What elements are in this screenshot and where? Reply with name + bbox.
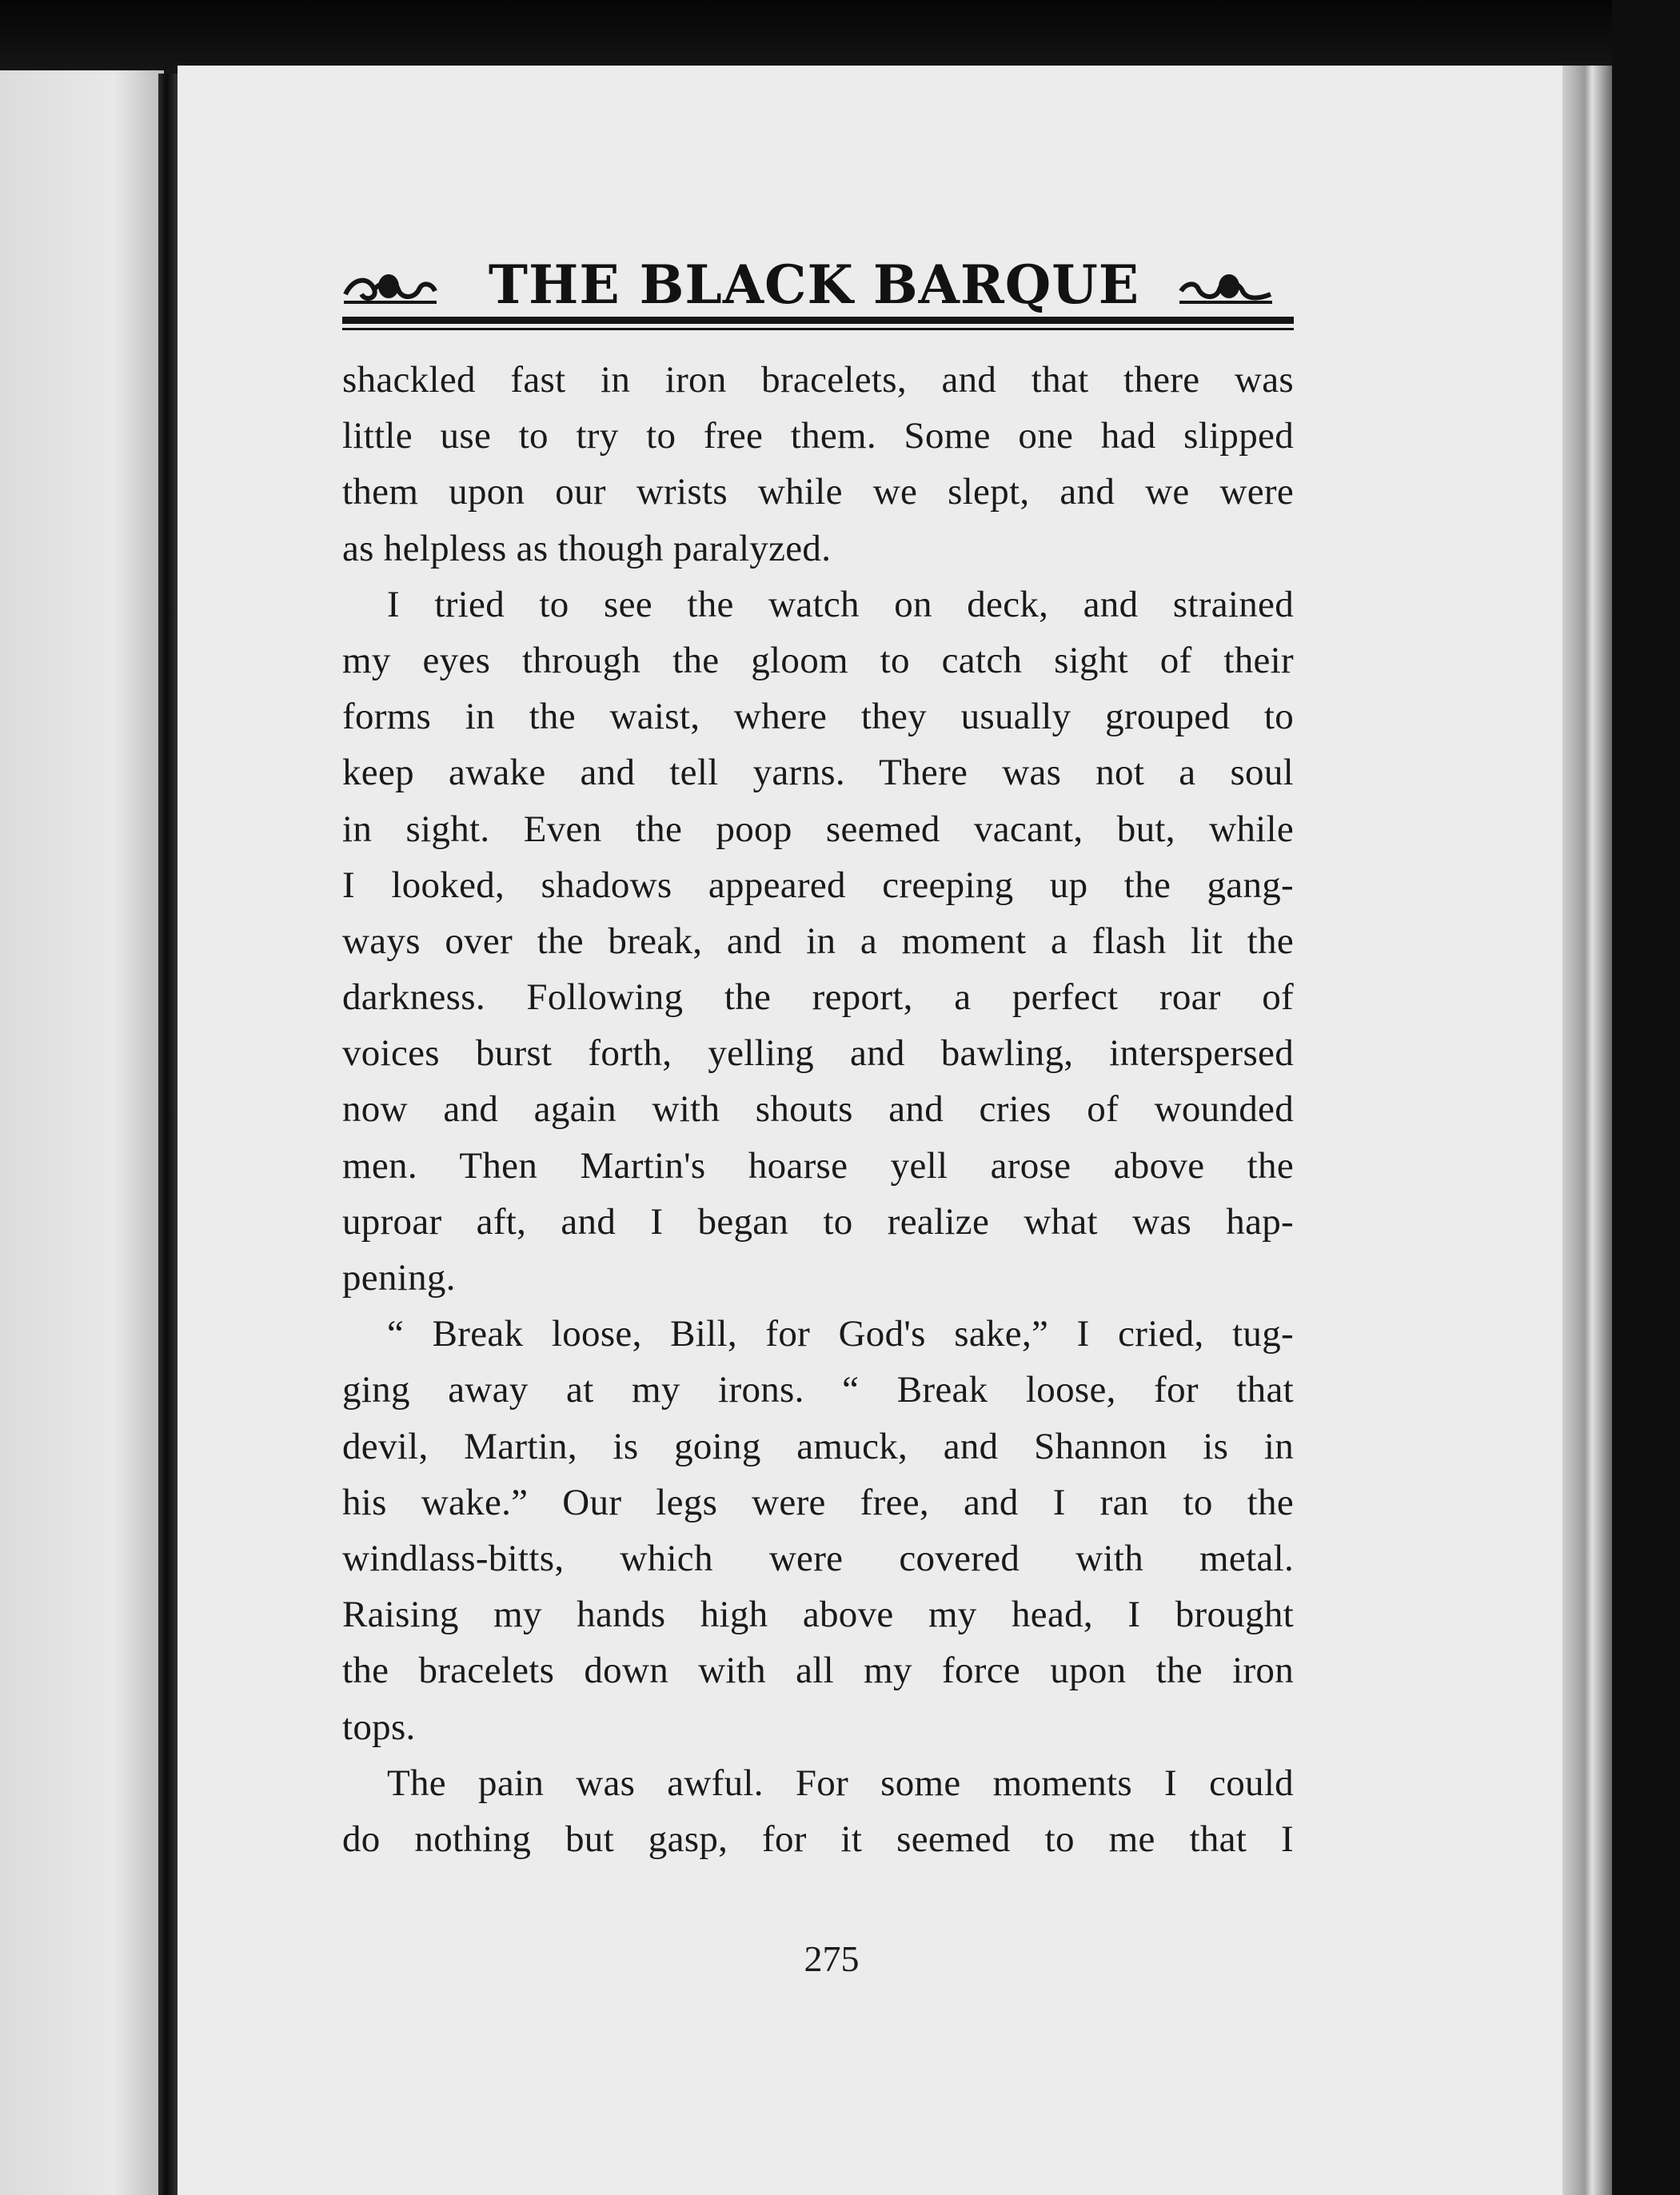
facing-page-edge [0,70,164,2195]
text-line: The pain was awful. For some moments I could [387,1762,1294,1804]
text-line: I looked, shadows appeared creeping up the gang- [342,864,1294,906]
text-line: keep awake and tell yarns. There was not a soul [342,752,1294,794]
text-line: my eyes through the gloom to catch sight of their [342,639,1294,681]
page-number: 275 [804,1938,860,1979]
running-title: THE BLACK BARQUE [488,253,1140,316]
text-line: tops. [342,1706,416,1748]
text-line: devil, Martin, is going amuck, and Shannon is in [342,1425,1294,1467]
text-line: men. Then Martin's hoarse yell arose above the [342,1144,1294,1187]
text-line: little use to try to free them. Some one had slipped [342,415,1294,457]
text-line: darkness. Following the report, a perfect roar of [342,976,1294,1019]
text-line: do nothing but gasp, for it seemed to me that I [342,1818,1294,1860]
text-line: I tried to see the watch on deck, and strained [387,583,1294,625]
header-rule-thin [342,328,1294,330]
text-line: now and again with shouts and cries of wounded [342,1088,1294,1131]
header-rule-thick [342,317,1294,324]
text-line: “ Break loose, Bill, for God's sake,” I cried, tug- [387,1313,1294,1355]
text-line: them upon our wrists while we slept, and we were [342,471,1294,513]
body-text [342,352,1294,1867]
scroll-ornament-right-icon [1178,262,1274,310]
text-line: the bracelets down with all my force upon the iron [342,1650,1294,1692]
scroll-ornament-left-icon [342,262,438,310]
text-line: as helpless as though paralyzed. [342,527,832,569]
book-gutter [158,74,179,2195]
text-line: ging away at my irons. “ Break loose, for that [342,1369,1294,1411]
text-line: windlass-bitts, which were covered with metal. [342,1537,1294,1579]
scan-background-top [0,0,1680,76]
text-line: uproar aft, and I began to realize what was hap- [342,1200,1294,1243]
text-line: forms in the waist, where they usually grouped to [342,696,1294,738]
running-header [342,253,1294,333]
text-line: in sight. Even the poop seemed vacant, but, while [342,808,1294,850]
text-line: voices burst forth, yelling and bawling, interspersed [342,1032,1294,1075]
scan-background-right [1612,0,1680,2195]
page-fore-edge [1562,66,1612,2195]
text-line: shackled fast in iron bracelets, and that there was [342,359,1294,401]
text-line: pening. [342,1257,456,1299]
text-line: ways over the break, and in a moment a flash lit the [342,920,1294,962]
text-line: Raising my hands high above my head, I brought [342,1594,1294,1636]
text-line: his wake.” Our legs were free, and I ran to the [342,1481,1294,1523]
